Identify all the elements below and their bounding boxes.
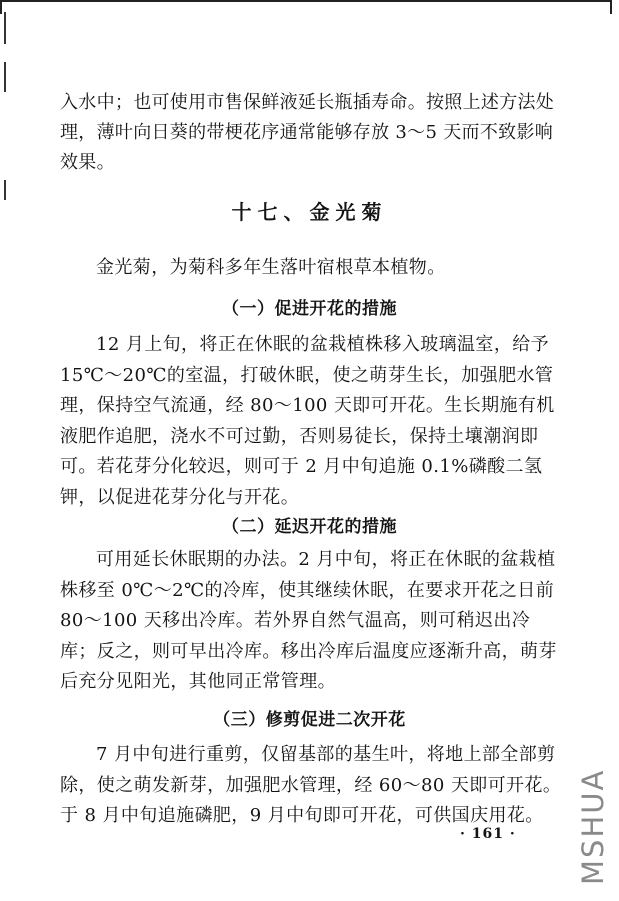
text-line: 理，薄叶向日葵的带梗花序通常能够存放 3～5 天而不致影响 — [60, 122, 554, 143]
page-frame-top — [0, 0, 612, 14]
section-body-1: 12 月上旬，将正在休眠的盆栽植株移入玻璃温室，给予 15℃～20℃的室温，打破休眠，使之萌芽生长，加强肥水管理，保持空气流通，经 80～100 天即可开花。生长期施有机液肥作追肥，浇水不可过勤，否则易徒长，保持土壤潮润即可。若花芽分化较迟，则可于 2 月中旬追施 0.1%磷酸二氢钾，以促进花芽分化与开花。 — [60, 334, 555, 508]
left-edge-mark — [4, 62, 6, 92]
text-line: 效果。 — [60, 152, 115, 173]
left-edge-mark — [4, 12, 6, 44]
section-title-2: （二）延迟开花的措施 — [222, 517, 397, 537]
page-number: · 161 · — [460, 826, 516, 842]
intro-paragraph: 金光菊，为菊科多年生落叶宿根草本植物。 — [96, 257, 446, 278]
top-fragment-paragraph — [60, 88, 560, 178]
watermark-text: MSHUA — [576, 768, 610, 885]
section-title-3: （三）修剪促进二次开花 — [213, 710, 406, 730]
section-body-3: 7 月中旬进行重剪，仅留基部的基生叶，将地上部全部剪除，使之萌发新芽，加强肥水管理，经 60～80 天即可开花。于 8 月中旬追施磷肥，9 月中旬即可开花，可供国庆用花。 — [60, 744, 562, 826]
chapter-title: 十七、金光菊 — [231, 200, 388, 224]
text-line: 入水中；也可使用市售保鲜液延长瓶插寿命。按照上述方法处 — [60, 92, 555, 113]
section-title-1: （一）促进开花的措施 — [222, 299, 397, 319]
section-body-2: 可用延长休眠期的办法。2 月中旬，将正在休眠的盆栽植株移至 0℃～2℃的冷库，使其继续休眠，在要求开花之日前 80～100 天移出冷库。若外界自然气温高，则可稍迟出冷库；反之，则可早出冷库。移出冷库后温度应逐渐升高，萌芽后充分见阳光，其他同正常管理。 — [60, 549, 557, 692]
